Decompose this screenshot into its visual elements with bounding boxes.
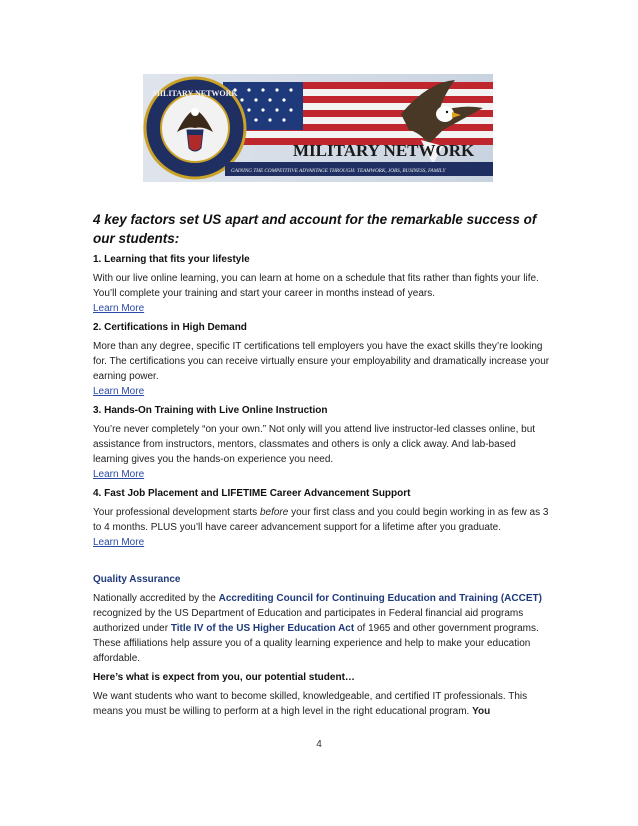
- quality-text-2: recognized by the US Department of Education and participates in Federal financial aid programs authorized under: [93, 608, 524, 634]
- factor-2: [93, 320, 553, 403]
- quality-text-1: Nationally accredited by the: [93, 593, 219, 604]
- expect-text: We want students who want to become skilled, knowledgeable, and certified IT professionals. This means you must be willing to perform at a high level in the right educational program.: [93, 691, 528, 717]
- learn-more-link[interactable]: Learn More: [93, 469, 145, 480]
- quality-heading: Quality Assurance: [93, 574, 181, 585]
- banner-graphic: [143, 74, 493, 182]
- expect-paragraph: [93, 689, 553, 719]
- factor-text-end: your first class and you could begin working in as few as 3 to 4 months. PLUS you’ll have career advancement support for a lifetime after you graduate.: [93, 507, 549, 533]
- factor-4: [93, 486, 553, 554]
- expect-tail: You: [472, 706, 491, 717]
- seal-text: MILITARY NETWORK: [152, 89, 238, 98]
- factor-text: With our live online learning, you can learn at home on a schedule that fits rather than fights your life. You’ll complete your training and start your career in months instead of years.: [93, 273, 539, 299]
- military-network-banner: [143, 74, 493, 182]
- factor-text-emphasis: before: [259, 507, 289, 518]
- factor-title: 1. Learning that fits your lifestyle: [93, 254, 250, 265]
- factor-text: You’re never completely “on your own.” Not only will you attend live instructor-led classes online, but assistance from instructors, mentors, classmates and others is only a click away. And lab-based learning gives you the hands-on experience you need.: [93, 424, 536, 465]
- factor-title: 2. Certifications in High Demand: [93, 322, 247, 333]
- factor-text: [93, 505, 553, 535]
- page-number: 4: [316, 739, 322, 750]
- banner-title: MILITARY NETWORK: [293, 141, 475, 160]
- quality-paragraph: [93, 591, 553, 666]
- quality-text-3: of 1965 and other government programs. These affiliations help assure you of a quality learning experience and help to make your education affordable.: [93, 623, 539, 664]
- factor-1: [93, 252, 553, 320]
- title-iv-name: Title IV of the US Higher Education Act: [170, 623, 355, 634]
- factor-title: 3. Hands-On Training with Live Online Instruction: [93, 405, 328, 416]
- learn-more-link[interactable]: Learn More: [93, 386, 145, 397]
- factor-text-start: Your professional development starts: [93, 507, 260, 518]
- factor-title: 4. Fast Job Placement and LIFETIME Career Advancement Support: [93, 488, 411, 499]
- accet-name: Accrediting Council for Continuing Education and Training (ACCET): [218, 593, 542, 604]
- section-heading: 4 key factors set US apart and account for the remarkable success of our students:: [93, 212, 537, 246]
- factor-text: More than any degree, specific IT certifications tell employers you have the exact skills they’re looking for. The certifications you can receive virtually ensure your employability and dramatically increase your earning power.: [93, 341, 550, 382]
- expect-heading: Here’s what is expect from you, our potential student…: [93, 672, 355, 683]
- learn-more-link[interactable]: Learn More: [93, 537, 145, 548]
- banner-tagline: GAINING THE COMPETITIVE ADVANTAGE THROUGH: TEAMWORK, JOBS, BUSINESS, FAMILY: [231, 168, 446, 174]
- page-content: [93, 210, 553, 719]
- factor-3: [93, 403, 553, 486]
- learn-more-link[interactable]: Learn More: [93, 303, 145, 314]
